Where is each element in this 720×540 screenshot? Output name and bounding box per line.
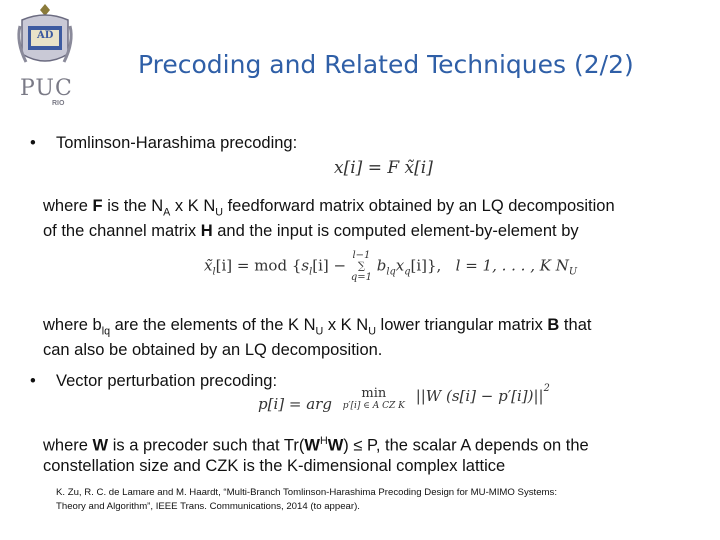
eq2-sub: q bbox=[404, 266, 411, 278]
text-segment: of the channel matrix bbox=[43, 222, 201, 240]
eq1-rhs: F x̃[i] bbox=[387, 158, 433, 178]
bullet-tomlinson bbox=[30, 131, 297, 156]
equation-th-recursion bbox=[204, 250, 577, 283]
text-segment: are the elements of the K N bbox=[110, 316, 316, 334]
logo-seal-text: AD bbox=[37, 30, 54, 41]
subscript-u: U bbox=[315, 325, 324, 338]
text-segment: and the input is computed element-by-element by bbox=[212, 222, 579, 240]
eq1-equals: = bbox=[367, 158, 382, 178]
eq2-s: s bbox=[301, 256, 310, 275]
paragraph-lower-triangular-line2: can also be obtained by an LQ decomposition. bbox=[43, 341, 383, 359]
eq2-mod: [i] = mod bbox=[215, 256, 288, 275]
matrix-w: W bbox=[304, 436, 320, 455]
text-segment: where b bbox=[43, 316, 102, 334]
eq2-b: b bbox=[376, 256, 387, 275]
eq2-sub: lq bbox=[386, 266, 396, 278]
paragraph-feedforward-line2 bbox=[43, 219, 579, 244]
sum-lower-limit: q=1 bbox=[350, 272, 372, 283]
puc-rio-logo bbox=[14, 2, 76, 110]
sum-symbol: ∑ bbox=[357, 261, 365, 272]
text-segment: ) ≤ P, the scalar A depends on the bbox=[343, 436, 589, 455]
eq2-sum bbox=[351, 250, 372, 283]
text-segment: feedforward matrix obtained by an LQ decomposition bbox=[223, 197, 615, 215]
bullet-dot-icon: • bbox=[30, 134, 36, 152]
eq3-norm: ||W (s[i] − p′[i])|| bbox=[415, 387, 544, 405]
matrix-w: W bbox=[92, 436, 109, 455]
sum-upper-limit: l−1 bbox=[352, 250, 371, 261]
eq2-sub: l bbox=[309, 266, 313, 278]
bullet-vector-perturbation bbox=[30, 369, 277, 394]
matrix-b: B bbox=[547, 316, 560, 334]
text-segment: x K N bbox=[323, 316, 369, 334]
text-segment: x K N bbox=[170, 197, 216, 215]
subscript-u: U bbox=[368, 325, 376, 338]
matrix-w: W bbox=[327, 436, 344, 455]
matrix-h: H bbox=[200, 222, 213, 240]
slide-title: Precoding and Related Techniques (2/2) bbox=[138, 50, 634, 79]
equation-vector-perturbation bbox=[258, 383, 550, 413]
eq3-square: 2 bbox=[543, 383, 550, 394]
subscript-lq: lq bbox=[101, 325, 111, 338]
eq2-sub: l bbox=[212, 266, 216, 278]
min-operator: min bbox=[361, 386, 387, 401]
text-segment: that bbox=[559, 316, 592, 334]
equation-th-output bbox=[334, 158, 433, 178]
text-segment: lower triangular matrix bbox=[375, 316, 548, 334]
logo-text-rio: RIO bbox=[52, 100, 65, 107]
eq2-x-arg: [i] bbox=[410, 256, 427, 275]
eq2-x-tilde: x̃ bbox=[204, 256, 213, 275]
eq2-x: x bbox=[395, 256, 405, 275]
eq2-brace: }, bbox=[427, 256, 442, 275]
eq3-min bbox=[343, 386, 405, 412]
paragraph-precoder-w-line2: constellation size and CZK is the K-dimensional complex lattice bbox=[43, 457, 506, 475]
text-segment: where bbox=[43, 436, 93, 455]
eq2-s-arg: [i] − bbox=[312, 256, 347, 275]
reference-line-2: Theory and Algorithm”, IEEE Trans. Communications, 2014 (to appear). bbox=[56, 501, 360, 512]
subscript-a: A bbox=[163, 206, 171, 219]
reference-line-1: K. Zu, R. C. de Lamare and M. Haardt, “Multi-Branch Tomlinson-Harashima Precoding Design for MU-MIMO Systems: bbox=[56, 487, 557, 498]
reference-citation bbox=[56, 486, 557, 514]
matrix-f: F bbox=[92, 197, 103, 215]
bullet-dot-icon: • bbox=[30, 372, 36, 390]
logo-text-puc: PUC bbox=[20, 76, 73, 101]
bullet-label-th: Tomlinson-Harashima precoding: bbox=[56, 134, 298, 152]
eq1-lhs: x[i] bbox=[334, 158, 363, 178]
eq2-brace: { bbox=[291, 256, 302, 275]
text-segment: where bbox=[43, 197, 93, 215]
eq3-lhs: p[i] = arg bbox=[258, 395, 332, 413]
min-constraint: p′[i] ∈ A CZ K bbox=[342, 401, 405, 411]
text-segment: is the N bbox=[102, 197, 164, 215]
eq2-sub: U bbox=[568, 266, 578, 278]
subscript-u: U bbox=[215, 206, 223, 219]
superscript-h: H bbox=[319, 435, 328, 447]
eq2-range: l = 1, . . . , K N bbox=[455, 256, 569, 275]
bullet-label-vp: Vector perturbation precoding: bbox=[56, 372, 278, 390]
text-segment: is a precoder such that Tr( bbox=[108, 436, 305, 455]
